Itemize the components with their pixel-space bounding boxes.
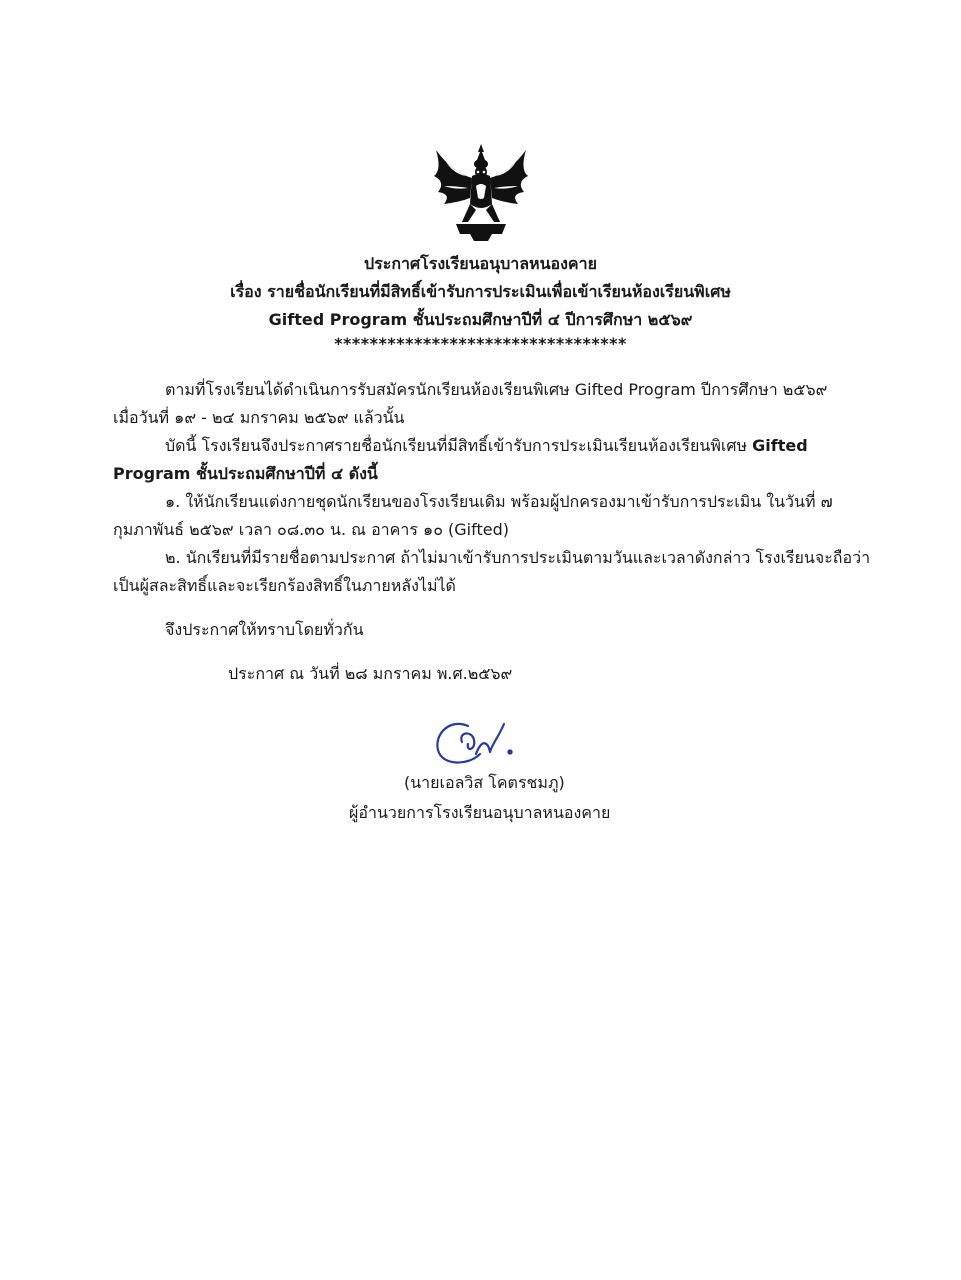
signatory-name: (นายเอลวิส โคตรชมภู) bbox=[404, 773, 565, 792]
item-2-line-2: เป็นผู้สละสิทธิ์และจะเรียกร้องสิทธิ์ในภายหลังไม่ได้ bbox=[113, 576, 456, 595]
announcement-program: Gifted Program ชั้นประถมศึกษาปีที่ ๔ ปีการศึกษา ๒๕๖๙ bbox=[268, 310, 693, 329]
garuda-emblem-icon bbox=[432, 142, 530, 242]
announcement-date: ประกาศ ณ วันที่ ๒๘ มกราคม พ.ศ.๒๕๖๙ bbox=[228, 664, 513, 683]
item-1-line-1: ๑. ให้นักเรียนแต่งกายชุดนักเรียนของโรงเรียนเดิม พร้อมผู้ปกครองมาเข้ารับการประเมิน ในวันที่ ๗ bbox=[165, 492, 833, 511]
paragraph-2-line-2: Program ชั้นประถมศึกษาปีที่ ๔ ดังนี้ bbox=[113, 464, 378, 483]
paragraph-2-text: บัดนี้ โรงเรียนจึงประกาศรายชื่อนักเรียนที่มีสิทธิ์เข้ารับการประเมินเรียนห้องเรียนพิเศษ bbox=[165, 436, 753, 455]
closing-text: จึงประกาศให้ทราบโดยทั่วกัน bbox=[165, 620, 364, 639]
paragraph-2-line-1 bbox=[165, 434, 808, 459]
handwritten-signature bbox=[428, 708, 528, 774]
item-1-line-2: กุมภาพันธ์ ๒๕๖๙ เวลา ๐๘.๓๐ น. ณ อาคาร ๑๐ (Gifted) bbox=[113, 520, 509, 539]
header-divider: ********************************* bbox=[334, 334, 627, 353]
paragraph-2-gifted: Gifted bbox=[752, 436, 808, 455]
announcement-subject: เรื่อง รายชื่อนักเรียนที่มีสิทธิ์เข้ารับการประเมินเพื่อเข้าเรียนห้องเรียนพิเศษ bbox=[230, 282, 731, 301]
signatory-position: ผู้อำนวยการโรงเรียนอนุบาลหนองคาย bbox=[349, 803, 611, 822]
announcement-title: ประกาศโรงเรียนอนุบาลหนองคาย bbox=[363, 254, 597, 273]
item-2-line-1: ๒. นักเรียนที่มีรายชื่อตามประกาศ ถ้าไม่มาเข้ารับการประเมินตามวันและเวลาดังกล่าว โรงเรียนจะถือว่า bbox=[165, 548, 871, 567]
paragraph-1-line-1: ตามที่โรงเรียนได้ดำเนินการรับสมัครนักเรียนห้องเรียนพิเศษ Gifted Program ปีการศึกษา ๒๕๖๙ bbox=[165, 380, 828, 399]
paragraph-1-line-2: เมื่อวันที่ ๑๙ - ๒๔ มกราคม ๒๕๖๙ แล้วนั้น bbox=[113, 408, 405, 427]
